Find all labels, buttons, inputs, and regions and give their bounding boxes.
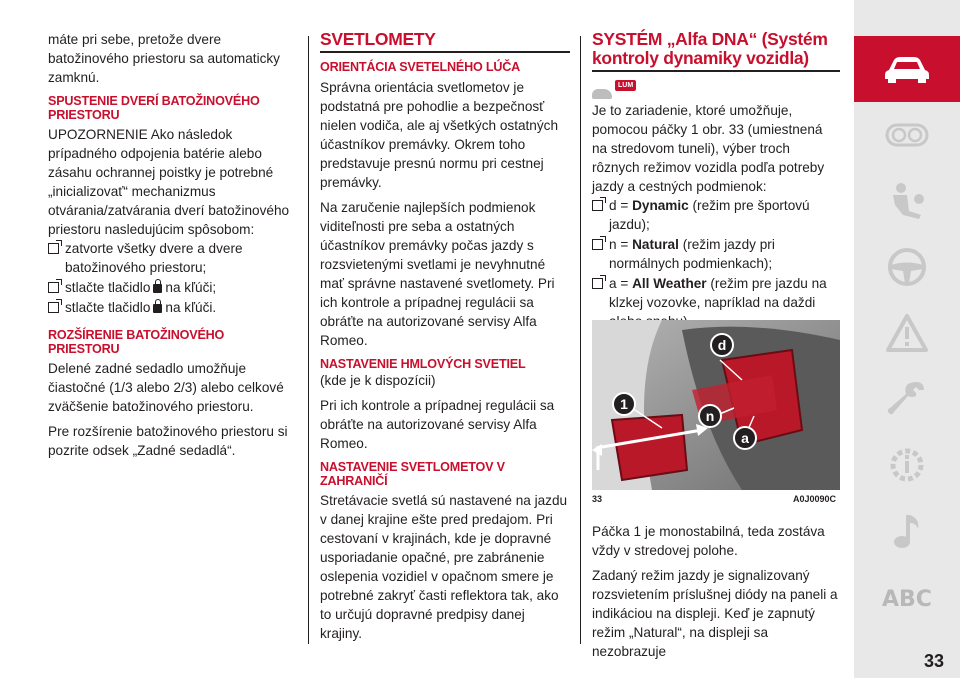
version-badge: LUM xyxy=(615,80,636,91)
tab-emergency[interactable] xyxy=(854,300,960,366)
svg-text:a: a xyxy=(741,430,749,446)
column-divider xyxy=(580,36,581,644)
callout-1 xyxy=(613,393,635,415)
list-item: zatvorte všetky dvere a dvere batožinového priestoru; xyxy=(48,239,294,277)
svg-text:n: n xyxy=(705,408,715,424)
column-2 xyxy=(320,30,570,649)
figure-number: 33 xyxy=(592,494,603,504)
section-heading: NASTAVENIE SVETLOMETOV V ZAHRANIČÍ xyxy=(320,460,505,488)
list-item: stlačte tlačidlo na kľúči; xyxy=(48,278,294,297)
bullet-icon xyxy=(48,302,59,313)
unlock-icon xyxy=(153,304,162,313)
paragraph: (kde je k dispozícii) xyxy=(320,373,436,388)
trim-indicator xyxy=(592,80,840,99)
warning-triangle-icon xyxy=(885,313,929,353)
paragraph: Zadaný režim jazdy je signalizovaný rozsvietením príslušnej diódy na paneli a indikáciou na displeji. Keď je zapnutý režim „Natural“, na displeji sa nezobrazuje xyxy=(592,568,838,659)
section-title: SVETLOMETY xyxy=(320,30,570,53)
paragraph: Pre rozšírenie batožinového priestoru si pozrite odsek „Zadné sedadlá“. xyxy=(48,424,288,458)
section-heading: NASTAVENIE HMLOVÝCH SVETIEL xyxy=(320,356,526,371)
paragraph: Stretávacie svetlá sú nastavené na jazdu v danej krajine ešte pred predajom. Pri cestovaní v krajinách, kde je dopravné usporiadanie opačné, pre zabránenie oslepenia vozidiel v opačnom smere je potrebné zakryť časti reflektora tak, ako to určujú dopravné predpisy danej krajiny. xyxy=(320,493,568,641)
paragraph: Páčka 1 je monostabilná, teda zostáva vždy v stredovej polohe. xyxy=(592,524,825,558)
list-item: stlačte tlačidlo na kľúči. xyxy=(48,298,294,317)
column-3 xyxy=(592,30,840,332)
car-icon xyxy=(883,54,931,84)
column-3-continued xyxy=(592,522,840,667)
page-number: 33 xyxy=(923,651,944,671)
tab-driving[interactable] xyxy=(854,234,960,300)
steering-wheel-icon xyxy=(886,246,928,288)
figure-code: A0J0090C xyxy=(792,494,836,504)
column-1 xyxy=(48,30,294,466)
paragraph: Delené zadné sedadlo umožňuje čiastočné (1/3 alebo 2/3) alebo celkové zväčšenie batožinového priestoru. xyxy=(48,361,284,414)
svg-text:d: d xyxy=(717,337,727,353)
list-item: n = Natural (režim jazdy pri normálnych podmienkach); xyxy=(592,235,840,273)
tab-safety[interactable] xyxy=(854,168,960,234)
music-note-icon xyxy=(890,511,924,551)
paragraph: Je to zariadenie, ktoré umožňuje, pomocou páčky 1 obr. 33 (umiestnená na stredovom tuneli), výber troch rôznych režimov vozidla podľa potreby jazdy a cestných podmienok: xyxy=(592,103,825,194)
paragraph: Pri ich kontrole a prípadnej regulácii sa obráťte na autorizované servisy Alfa Romeo. xyxy=(320,398,555,451)
paragraph: UPOZORNENIE Ako následok prípadného odpojenia batérie alebo zásahu ochrannej poistky je potrebné „inicializovať“ mechanizmus otvárania/zatvárania dverí batožinového priestoru nasledujúcim spôsobom: xyxy=(48,127,290,237)
callout-n xyxy=(699,405,721,427)
gear-info-icon xyxy=(886,444,928,486)
figure-33 xyxy=(592,320,840,508)
dna-selector-illustration xyxy=(592,320,840,490)
bullet-icon xyxy=(592,239,603,250)
wrench-icon xyxy=(886,378,928,420)
bullet-icon xyxy=(48,282,59,293)
tab-maintenance[interactable] xyxy=(854,366,960,432)
tab-multimedia[interactable] xyxy=(854,498,960,564)
tab-dashboard[interactable] xyxy=(854,102,960,168)
tab-technical-data[interactable] xyxy=(854,432,960,498)
paragraph: máte pri sebe, pretože dvere batožinového priestoru sa automaticky zamknú. xyxy=(48,32,280,85)
lock-icon xyxy=(153,284,162,293)
dna-selector-photo xyxy=(592,320,840,490)
dashboard-icon xyxy=(885,121,929,149)
seatbelt-person-icon xyxy=(887,181,927,221)
bullet-icon xyxy=(592,200,603,211)
callout-a xyxy=(734,427,756,449)
abc-index-icon: ABC xyxy=(882,586,932,612)
list-item: a = All Weather (režim pre jazdu na klzkej vozovke, napríklad na daždi xyxy=(592,274,840,331)
section-heading: ROZŠÍRENIE BATOŽINOVÉHO PRIESTORU xyxy=(48,328,225,356)
paragraph: Na zaručenie najlepších podmienok viditeľnosti pre seba a ostatných účastníkov premávky počas jazdy s rozsvietenými svetlami je nevyhnutné mať správne nastavené svetlomety. Pri ich kontrole a prípadnej regulácii sa obráťte na autorizované servisy Alfa Romeo. xyxy=(320,199,555,348)
section-title: SYSTÉM „Alfa DNA“ (Systém kontroly dynamiky vozidla) xyxy=(592,30,840,72)
bullet-icon xyxy=(592,278,603,289)
svg-text:1: 1 xyxy=(620,396,628,412)
car-version-icon xyxy=(592,89,612,99)
column-divider xyxy=(308,36,309,644)
paragraph: Správna orientácia svetlometov je podstatná pre pohodlie a bezpečnosť nielen vodiča, ale aj všetkých ostatných účastníkov premávky. Okrem toho predstavuje presnú normu pri cestnej premávky. xyxy=(320,79,559,190)
tab-car[interactable] xyxy=(854,36,960,102)
bullet-icon xyxy=(48,243,59,254)
chapter-sidebar xyxy=(854,0,960,678)
figure-caption xyxy=(592,494,840,504)
tab-index[interactable] xyxy=(854,566,960,632)
callout-d xyxy=(711,334,733,356)
section-heading: SPUSTENIE DVERÍ BATOŽINOVÉHO PRIESTORU xyxy=(48,94,260,122)
section-heading: ORIENTÁCIA SVETELNÉHO LÚČA xyxy=(320,60,521,74)
list-item: d = Dynamic (režim pre športovú jazdu); xyxy=(592,196,840,234)
